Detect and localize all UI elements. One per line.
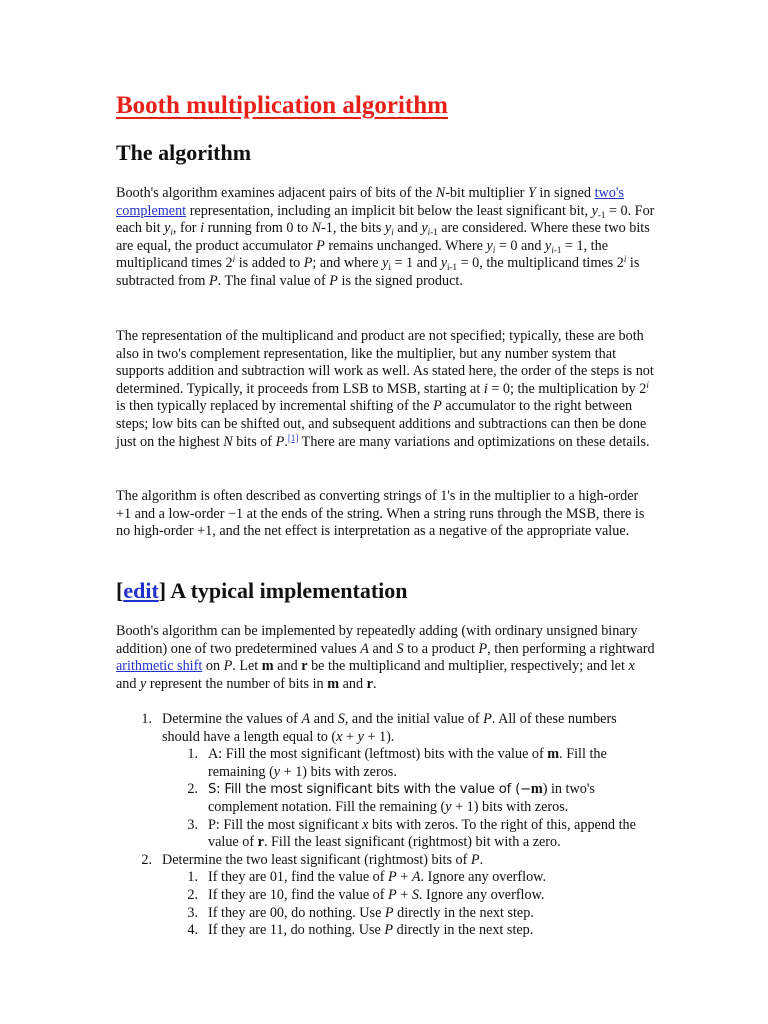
paragraph-string-conversion: The algorithm is often described as converting strings of 1's in the multiplier to a high-order +1 and a low-order −1 at the ends of the string. When a string runs through the MSB, there is no high-order +1, and the net effect is interpretation as a negative of the appropriate value. [116, 488, 645, 540]
edit-link[interactable]: edit [123, 578, 159, 603]
list-item-step-2-4: 4. If they are 11, do nothing. Use P directly in the next step. [116, 922, 656, 940]
list-number: 2. [187, 781, 198, 798]
list-number: 1. [187, 869, 198, 886]
paragraph-algorithm-intro: Booth's algorithm examines adjacent pairs of bits of the N-bit multiplier Y in signed two's complement representation, including an implicit bit below the least significant bit, $y_{-1} = 0$. For each bit $y_i$, for i running from 0 to N-1, the bits $y_i$ and $y_{i-1}$ are considered. Where these two bits are equal, the product accumulator P remains unchanged. Where $y_i = 0$ and $y_{i-1} = 1$, the multiplicand times 2$^i$ is added to P; and where $y_i = 1$ and $y_{i-1} = 0$, the multiplicand times 2$^i$ is subtracted from P. The final value of P is the signed product. [116, 185, 655, 289]
link-twos-complement[interactable]: two's complement [116, 185, 624, 219]
list-number: 2. [187, 886, 198, 903]
list-number: 3. [187, 904, 198, 921]
list-number: 4. [187, 922, 198, 939]
list-item-step-1-3: 3. P: Fill the most significant x bits with zeros. To the right of this, append the value of r. Fill the least significant (rightmost) bit with a zero. [116, 817, 656, 852]
list-item-step-1-2: 2. S: Fill the most significant bits with the value of (−m) in two's complement notation. Fill the remaining (y + 1) bits with zeros. [116, 781, 656, 816]
steps-list [116, 711, 656, 940]
list-item-step-2-1: 1. If they are 01, find the value of P + A. Ignore any overflow. [116, 869, 656, 887]
section-heading-implementation: [edit] A typical implementation [116, 578, 408, 603]
list-number: 1. [187, 746, 198, 763]
section-heading-algorithm: The algorithm [116, 140, 252, 165]
reference-link-1[interactable]: [1] [287, 432, 299, 443]
link-arithmetic-shift[interactable]: arithmetic shift [116, 658, 203, 675]
list-item-step-2-2: 2. If they are 10, find the value of P + S. Ignore any overflow. [116, 887, 656, 905]
list-number: 1. [141, 711, 152, 727]
list-number: 2. [141, 851, 152, 868]
paragraph-representation: The representation of the multiplicand and product are not specified; typically, these are both also in two's complement representation, like the multiplier, but any number system that supports addition and subtraction will work as well. As stated here, the order of the steps is not determined. Typically, it proceeds from LSB to MSB, starting at i = 0; the multiplication by 2$^i$ is then typically replaced by incremental shifting of the P accumulator to the right between steps; low bits can be shifted out, and subsequent additions and subtractions can then be done just on the highest N bits of P.[1] There are many variations and optimizations on these details. [116, 328, 654, 450]
list-number: 3. [187, 816, 198, 833]
document-title: Booth multiplication algorithm [116, 92, 448, 119]
paragraph-implementation-intro: Booth's algorithm can be implemented by repeatedly adding (with ordinary unsigned binary addition) one of two predetermined values A and S to a product P, then performing a rightward arithmetic shift on P. Let m and r be the multiplicand and multiplier, respectively; and let x and y represent the number of bits in m and r. [116, 623, 655, 692]
list-item-step-2-3: 3. If they are 00, do nothing. Use P directly in the next step. [116, 905, 656, 923]
list-item-step-1: 1. Determine the values of A and S, and the initial value of P. All of these numbers should have a length equal to (x + y + 1). [116, 711, 656, 746]
list-item-step-2: 2. Determine the two least significant (rightmost) bits of P. [116, 852, 656, 870]
list-item-step-1-1: 1. A: Fill the most significant (leftmost) bits with the value of m. Fill the remaining (y + 1) bits with zeros. [116, 746, 656, 781]
